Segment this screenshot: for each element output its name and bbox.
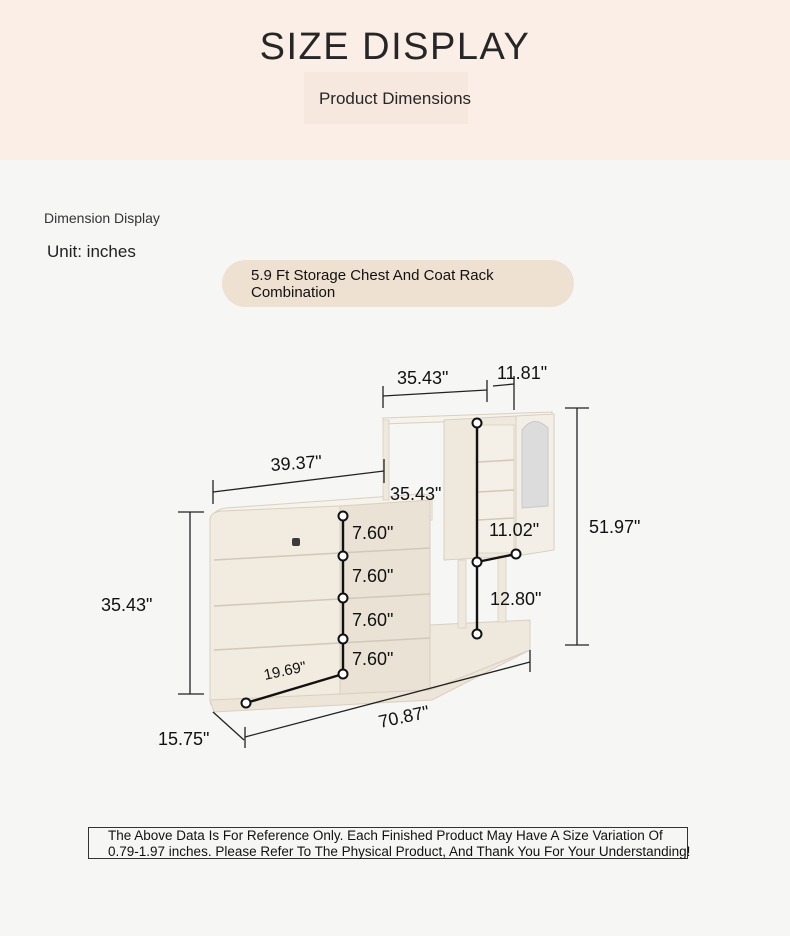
leg-height-label: 12.80": [490, 589, 542, 609]
drawer-depth-label: 19.69": [262, 658, 308, 684]
page-title: SIZE DISPLAY: [259, 26, 531, 68]
total-width-label: 70.87": [376, 701, 432, 732]
total-depth-label: 15.75": [158, 729, 210, 749]
drawer-2-height-label: 7.60": [352, 566, 394, 586]
unit-label: Unit: inches: [47, 242, 136, 261]
disclaimer-line-1: The Above Data Is For Reference Only. Each Finished Product May Have A Size Variation Of: [108, 828, 663, 843]
drawer-3-height-label: 7.60": [352, 610, 394, 630]
overall-height-label: 51.97": [589, 517, 641, 537]
rack-width-label: 35.43": [397, 368, 449, 388]
shelf-depth-label: 11.02": [489, 520, 540, 540]
drawer-4-height-label: 7.60": [352, 649, 394, 669]
page-subtitle: Product Dimensions: [318, 89, 472, 108]
disclaimer-box: [88, 827, 691, 859]
product-name: 5.9 Ft Storage Chest And Coat Rack Combination: [251, 267, 494, 301]
rack-depth-label: 11.81": [497, 363, 548, 383]
drawer-1-height-label: 7.60": [352, 523, 394, 543]
chest-height-label: 35.43": [101, 595, 153, 615]
disclaimer-line-2: 0.79-1.97 inches. Please Refer To The Physical Product, And Thank You For Your Understanding!: [108, 844, 691, 859]
section-label: Dimension Display: [44, 210, 160, 226]
rack-inner-height-label: 35.43": [390, 484, 442, 504]
chest-width-label: 39.37": [269, 451, 323, 475]
